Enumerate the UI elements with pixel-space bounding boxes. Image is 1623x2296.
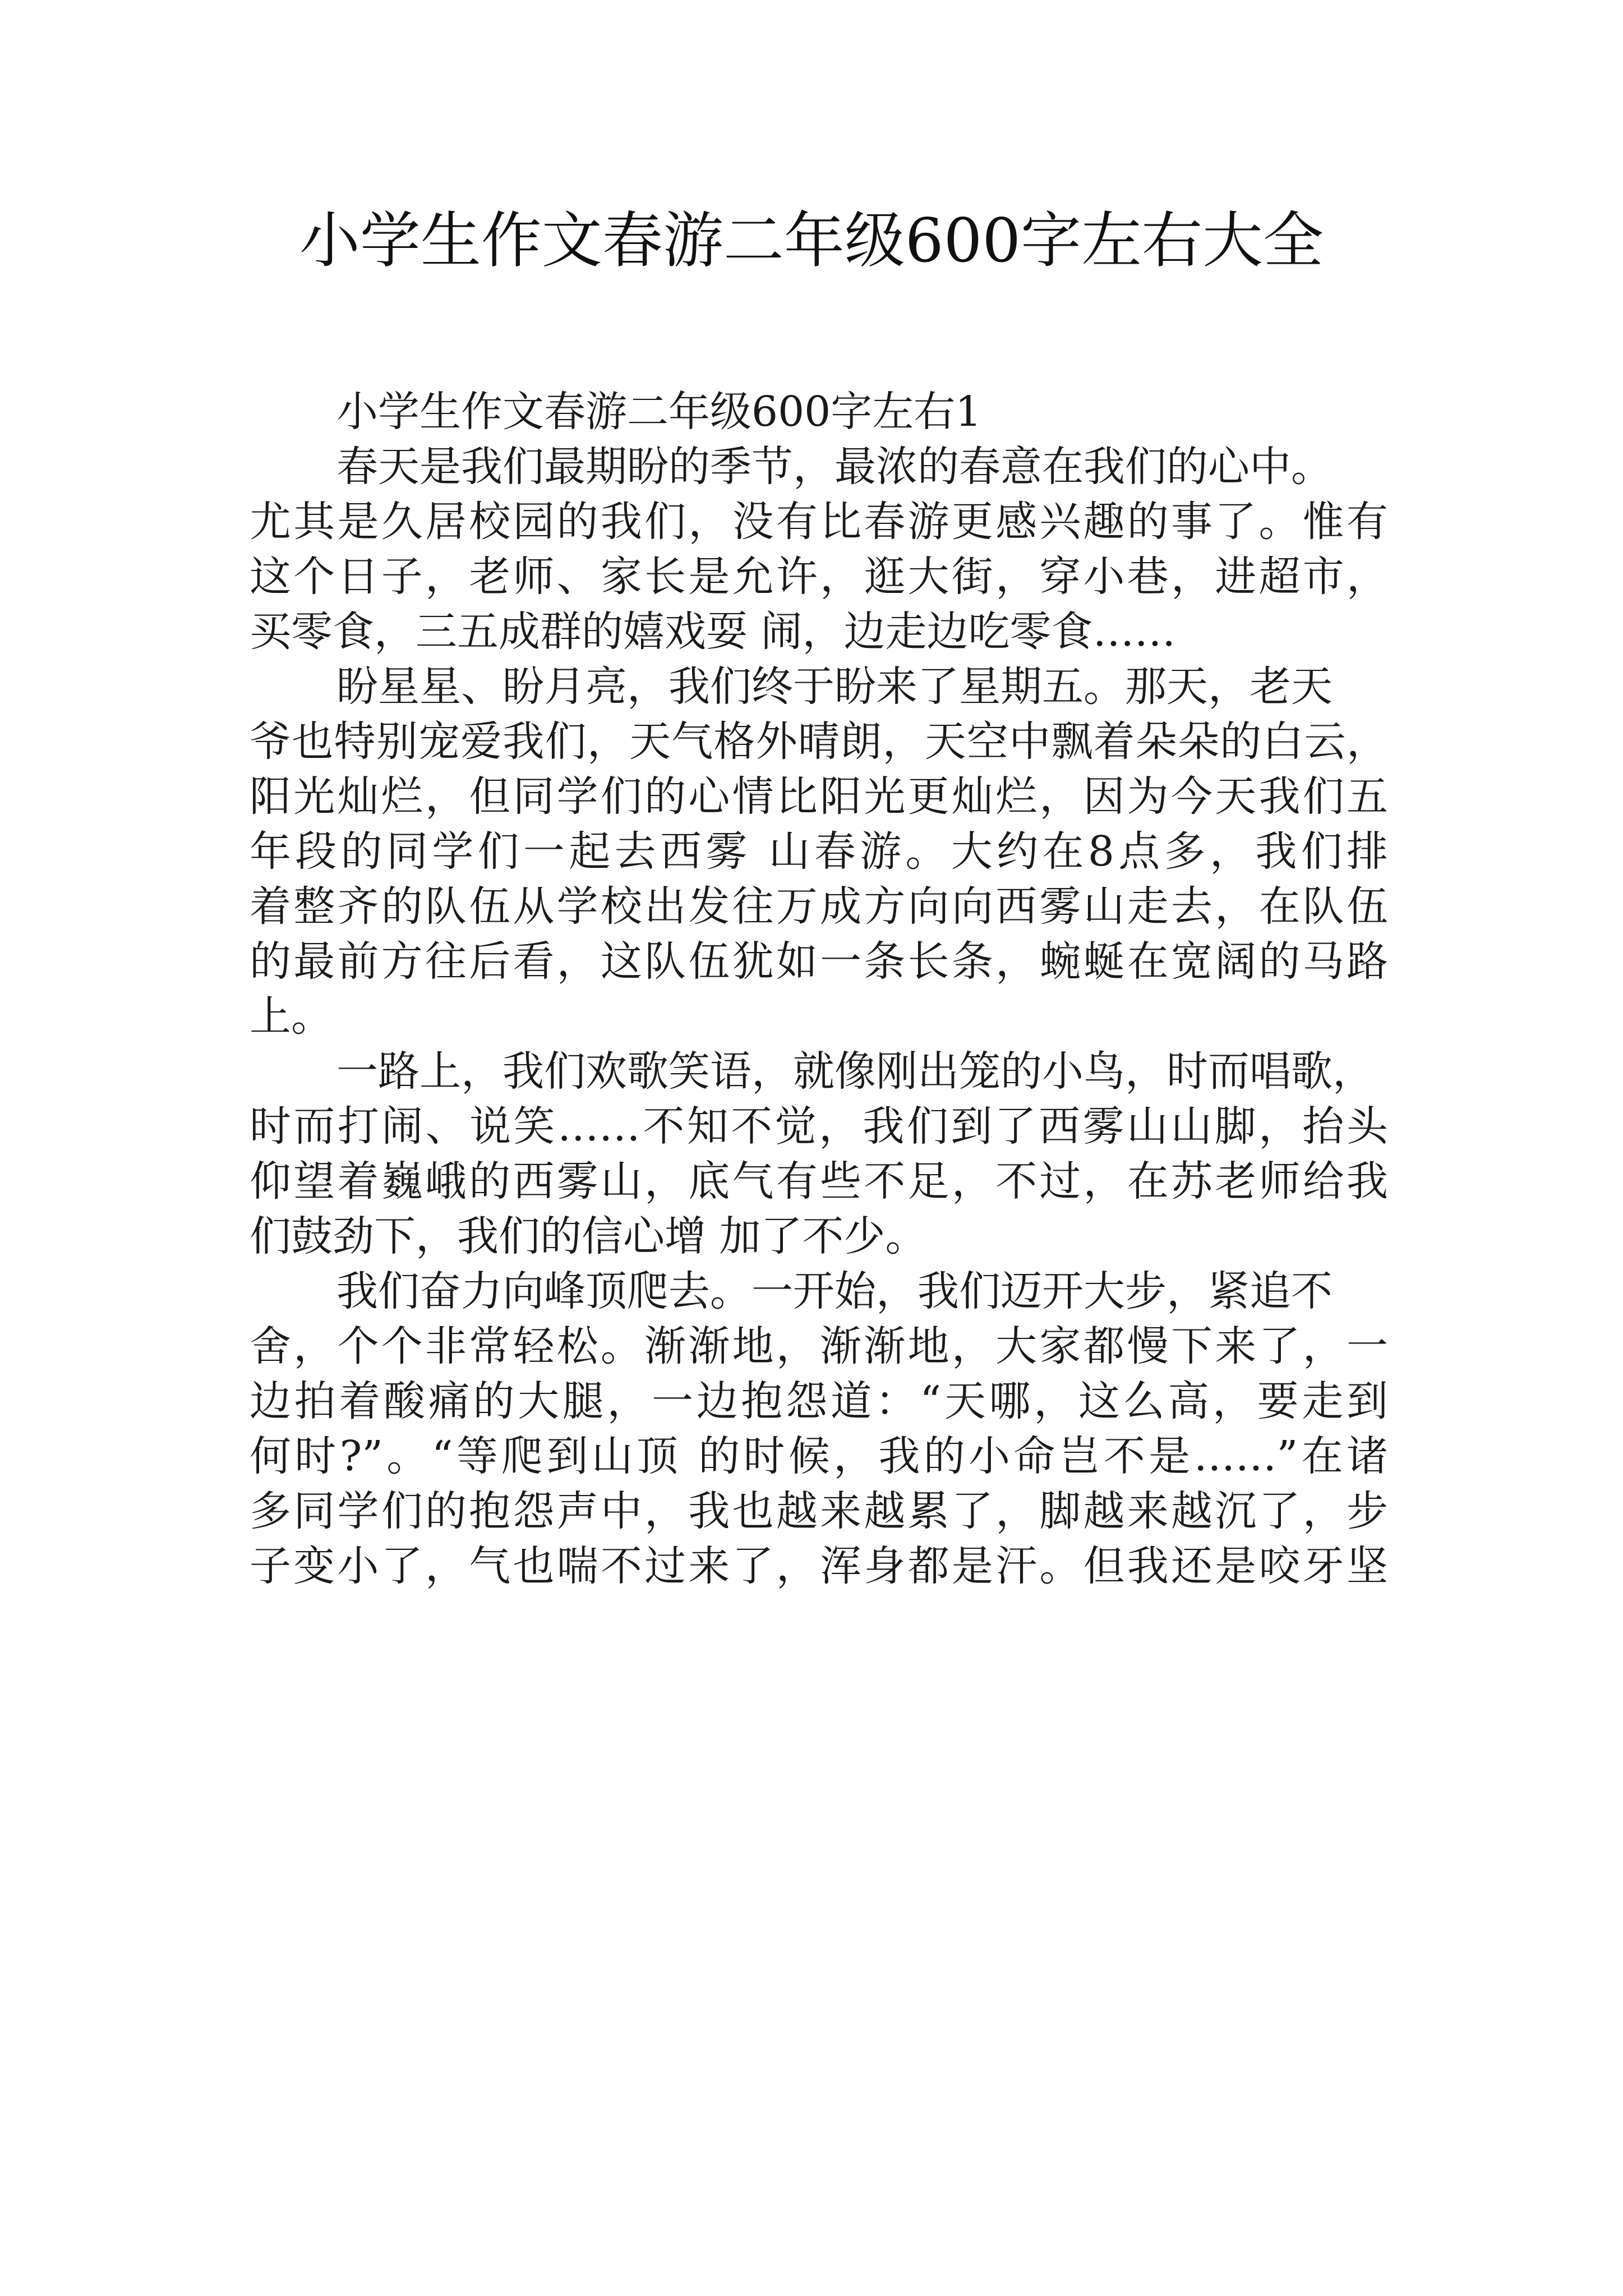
text-line: 何时?”。“等爬到山顶 的时候，我的小命岂不是……”在诸 [250, 1432, 1388, 1480]
text-line: 多同学们的抱怨声中，我也越来越累了，脚越来越沉了，步 [250, 1487, 1388, 1535]
document-body [250, 384, 1388, 1594]
text-line: 着整齐的队伍从学校出发往万成方向向西雾山走去，在队伍 [250, 882, 1388, 931]
text-line: 仰望着巍峨的西雾山，底气有些不足，不过，在苏老师给我 [250, 1157, 1388, 1205]
text-line: 盼星星、盼月亮，我们终于盼来了星期五。那天，老天 [336, 662, 1332, 711]
text-line: 时而打闹、说笑……不知不觉，我们到了西雾山山脚，抬头 [250, 1102, 1388, 1151]
text-line: 子变小了，气也喘不过来了，浑身都是汗。但我还是咬牙坚 [250, 1542, 1388, 1590]
text-line: 们鼓劲下，我们的信心增 加了不少。 [250, 1212, 927, 1260]
text-line: 的最前方往后看，这队伍犹如一条长条，蜿蜒在宽阔的马路 [250, 937, 1388, 986]
text-line: 春天是我们最期盼的季节，最浓的春意在我们的心中。 [336, 443, 1332, 491]
text-line: 年段的同学们一起去西雾 山春游。大约在8点多，我们排 [250, 827, 1388, 876]
text-line: 边拍着酸痛的大腿，一边抱怨道：“天哪，这么高，要走到 [250, 1377, 1388, 1425]
document-title: 小学生作文春游二年级600字左右大全 [299, 206, 1324, 276]
text-line: 上。 [250, 992, 333, 1041]
text-line: 这个日子，老师、家长是允许，逛大街，穿小巷，进超市， [250, 553, 1388, 601]
text-line: 尤其是久居校园的我们，没有比春游更感兴趣的事了。惟有 [250, 498, 1388, 546]
section-heading: 小学生作文春游二年级600字左右1 [336, 388, 982, 436]
text-line: 阳光灿烂，但同学们的心情比阳光更灿烂，因为今天我们五 [250, 772, 1388, 821]
text-line: 一路上，我们欢歌笑语，就像刚出笼的小鸟，时而唱歌， [336, 1047, 1374, 1096]
text-line: 我们奋力向峰顶爬去。一开始，我们迈开大步，紧追不 [336, 1267, 1332, 1315]
text-line: 买零食，三五成群的嬉戏耍 闹，边走边吃零食…… [250, 608, 1176, 656]
text-line: 舍，个个非常轻松。渐渐地，渐渐地，大家都慢下来了，一 [250, 1322, 1388, 1370]
text-line: 爷也特别宠爱我们，天气格外晴朗，天空中飘着朵朵的白云， [250, 717, 1388, 766]
